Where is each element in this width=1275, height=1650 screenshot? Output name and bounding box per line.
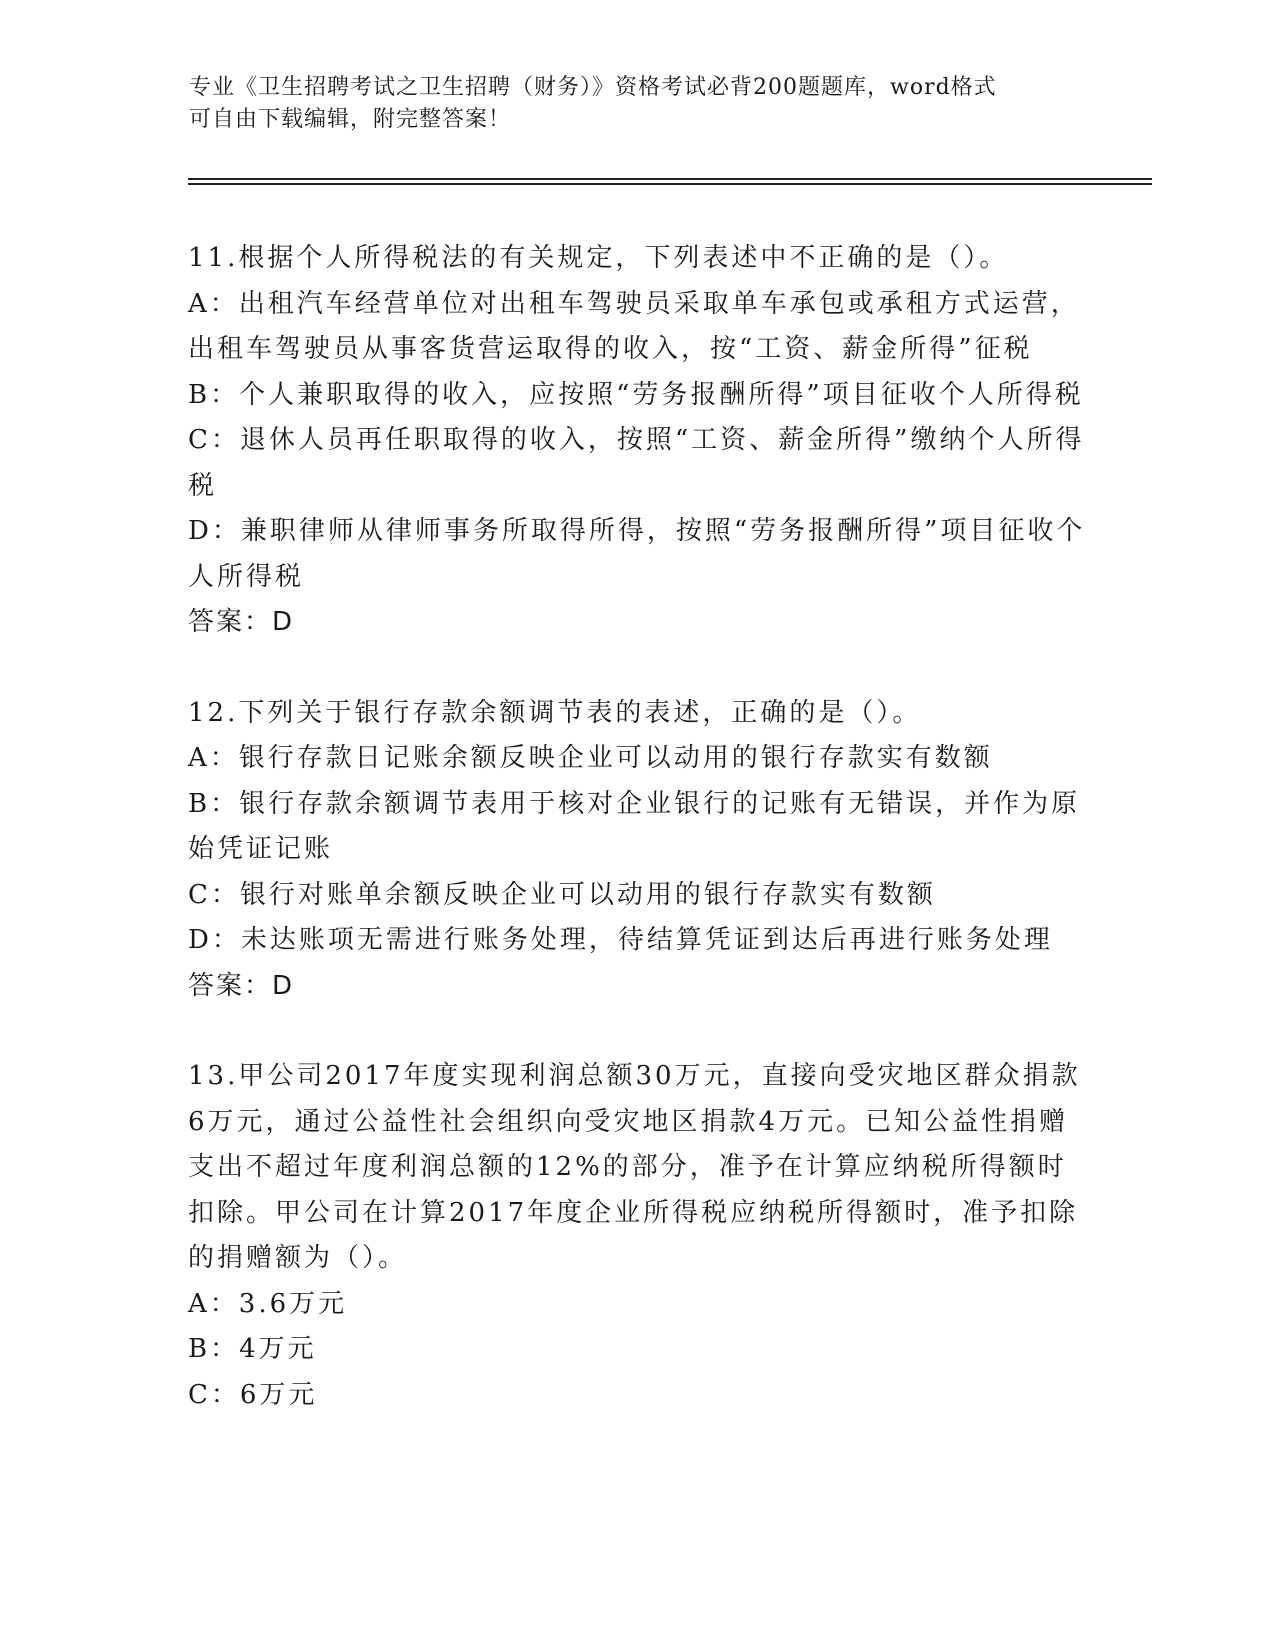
header-line-2: 可自由下载编辑，附完整答案！ (189, 107, 512, 132)
header-line-1: 专业《卫生招聘考试之卫生招聘（财务）》资格考试必背200题题库，word格式 (189, 75, 997, 100)
option-a: A：3.6万元 (188, 1288, 348, 1319)
document-header (189, 72, 1069, 136)
answer: 答案：D (188, 970, 295, 1001)
question-13 (188, 1054, 1088, 1418)
option-c: C：退休人员再任职取得的收入，按照“工资、薪金所得”缴纳个人所得税 (188, 425, 1085, 501)
header-divider-bottom (188, 183, 1152, 185)
option-b: B：个人兼职取得的收入，应按照“劳务报酬所得”项目征收个人所得税 (188, 379, 1084, 410)
question-stem: 13.甲公司2017年度实现利润总额30万元，直接向受灾地区群众捐款6万元，通过公益性社会组织向受灾地区捐款4万元。已知公益性捐赠支出不超过年度利润总额的12%的部分，准予在计算应纳税所得额时扣除。甲公司在计算2017年度企业所得税应纳税所得额时，准予扣除的捐赠额为（）。 (188, 1061, 1081, 1273)
option-a: A：出租汽车经营单位对出租车驾驶员采取单车承包或承租方式运营，出租车驾驶员从事客货营运取得的收入，按“工资、薪金所得”征税 (188, 288, 1080, 364)
option-d: D：兼职律师从律师事务所取得所得，按照“劳务报酬所得”项目征收个人所得税 (188, 516, 1086, 592)
question-stem: 11.根据个人所得税法的有关规定，下列表述中不正确的是（）。 (188, 243, 1009, 273)
option-c: C：银行对账单余额反映企业可以动用的银行存款实有数额 (188, 879, 936, 910)
question-11 (188, 236, 1088, 646)
option-c: C：6万元 (188, 1379, 318, 1410)
option-b: B：银行存款余额调节表用于核对企业银行的记账有无错误，并作为原始凭证记账 (188, 788, 1081, 864)
option-a: A：银行存款日记账余额反映企业可以动用的银行存款实有数额 (188, 743, 993, 773)
question-stem: 12.下列关于银行存款余额调节表的表述，正确的是（）。 (188, 697, 922, 728)
answer: 答案：D (188, 607, 295, 637)
question-list (188, 236, 1088, 1463)
option-b: B：4万元 (188, 1334, 317, 1364)
header-divider-top (188, 178, 1152, 180)
question-12 (188, 691, 1088, 1010)
option-d: D：未达账项无需进行账务处理，待结算凭证到达后再进行账务处理 (188, 925, 1053, 955)
